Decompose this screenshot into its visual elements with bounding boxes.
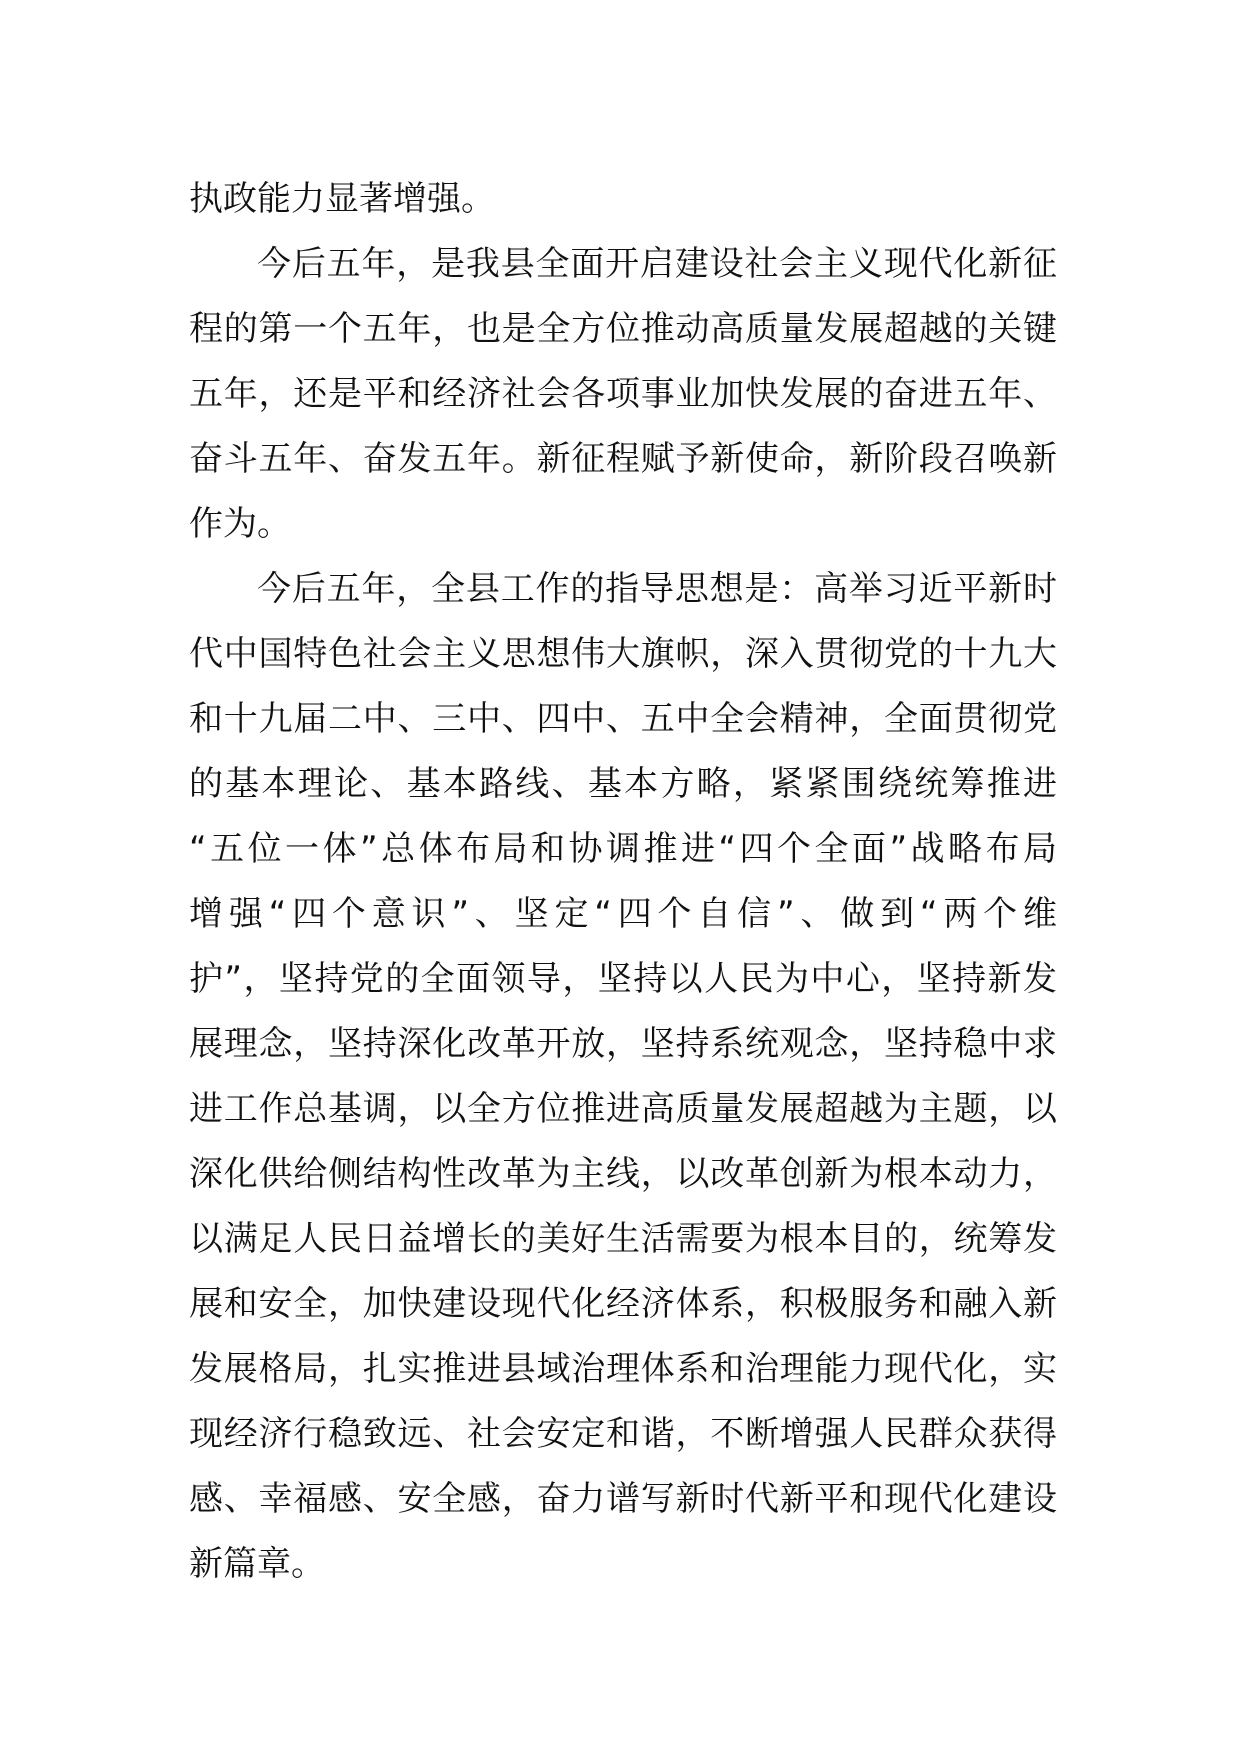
text-line: 新篇章。 bbox=[189, 1544, 325, 1584]
text-line: 现经济行稳致远、社会安定和谐，不断增强人民群众获得 bbox=[189, 1414, 1057, 1454]
text-line: “五位一体”总体布局和协调推进“四个全面”战略布局 bbox=[189, 829, 1057, 869]
text-line: 和十九届二中、三中、四中、五中全会精神，全面贯彻党 bbox=[189, 699, 1057, 739]
document-body bbox=[189, 167, 1057, 1597]
text-line: 深化供给侧结构性改革为主线，以改革创新为根本动力， bbox=[189, 1154, 1057, 1194]
text-line: 进工作总基调，以全方位推进高质量发展超越为主题，以 bbox=[189, 1089, 1057, 1129]
text-line: 感、幸福感、安全感，奋力谱写新时代新平和现代化建设 bbox=[189, 1479, 1057, 1519]
paragraph-2 bbox=[189, 232, 1057, 557]
text-line: 代中国特色社会主义思想伟大旗帜，深入贯彻党的十九大 bbox=[189, 634, 1057, 674]
text-line: 发展格局，扎实推进县域治理体系和治理能力现代化，实 bbox=[189, 1349, 1057, 1389]
paragraph-3 bbox=[189, 557, 1057, 1597]
paragraph-1 bbox=[189, 167, 1057, 232]
text-line: 以满足人民日益增长的美好生活需要为根本目的，统筹发 bbox=[189, 1219, 1057, 1259]
text-line: 今后五年，全县工作的指导思想是：高举习近平新时 bbox=[257, 569, 1057, 609]
text-line: 的基本理论、基本路线、基本方略，紧紧围绕统筹推进 bbox=[189, 764, 1057, 804]
text-line: 程的第一个五年，也是全方位推动高质量发展超越的关键 bbox=[189, 309, 1057, 349]
text-line: 奋斗五年、奋发五年。新征程赋予新使命，新阶段召唤新 bbox=[189, 439, 1057, 479]
text-line: 展和安全，加快建设现代化经济体系，积极服务和融入新 bbox=[189, 1284, 1057, 1324]
text-line: 增强“四个意识”、坚定“四个自信”、做到“两个维 bbox=[189, 894, 1057, 934]
text-line: 执政能力显著增强。 bbox=[189, 179, 495, 219]
text-line: 护”，坚持党的全面领导，坚持以人民为中心，坚持新发 bbox=[189, 959, 1057, 999]
text-line: 作为。 bbox=[189, 504, 291, 544]
text-line: 展理念，坚持深化改革开放，坚持系统观念，坚持稳中求 bbox=[189, 1024, 1057, 1064]
text-line: 今后五年，是我县全面开启建设社会主义现代化新征 bbox=[257, 244, 1057, 284]
text-line: 五年，还是平和经济社会各项事业加快发展的奋进五年、 bbox=[189, 374, 1057, 414]
